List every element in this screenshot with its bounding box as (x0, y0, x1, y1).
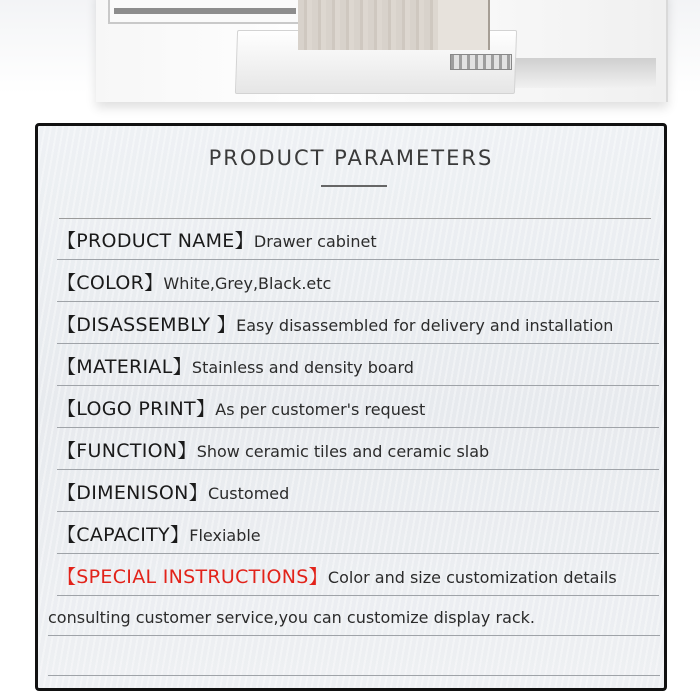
param-key: 【CAPACITY】 (57, 524, 190, 546)
param-value: Customed (207, 484, 290, 503)
param-value: Drawer cabinet (253, 232, 377, 251)
drawer-slide-rail (450, 54, 512, 70)
param-row-logo-print (57, 387, 659, 428)
special-instructions-key: 【SPECIAL INSTRUCTIONS】 (57, 566, 328, 588)
param-value: Flexiable (189, 526, 261, 545)
product-photo (0, 0, 700, 118)
param-value: Show ceramic tiles and ceramic slab (196, 442, 490, 461)
param-row-special-instructions (57, 555, 659, 596)
param-key: 【DIMENISON】 (57, 482, 208, 504)
param-row-product-name (57, 219, 659, 260)
param-key: 【DISASSEMBLY 】 (57, 314, 237, 336)
param-key: 【LOGO PRINT】 (57, 398, 216, 420)
param-value: White,Grey,Black.etc (163, 274, 332, 293)
param-key: 【MATERIAL】 (57, 356, 192, 378)
param-value: Stainless and density board (191, 358, 414, 377)
param-row-dimension (57, 471, 659, 512)
param-value: consulting customer service,you can customize display rack. (48, 608, 536, 627)
param-row-material (57, 345, 659, 386)
param-value: As per customer's request (215, 400, 426, 419)
product-parameters-panel (35, 123, 667, 691)
empty-row (48, 635, 660, 676)
param-value: Easy disassembled for delivery and installation (236, 316, 614, 335)
param-row-disassembly (57, 303, 659, 344)
param-row-color (57, 261, 659, 302)
param-row-function (57, 429, 659, 470)
param-key: 【FUNCTION】 (57, 440, 197, 462)
param-row-capacity (57, 513, 659, 554)
special-instructions-continuation (48, 595, 660, 636)
param-value: Color and size customization details (327, 568, 617, 587)
upper-drawer (108, 0, 302, 24)
panel-title: PRODUCT PARAMETERS (208, 146, 494, 170)
param-key: 【COLOR】 (57, 272, 164, 294)
param-key: 【PRODUCT NAME】 (57, 230, 254, 252)
title-underline (321, 185, 387, 187)
ceramic-slab (298, 0, 440, 50)
ceramic-slab (438, 0, 490, 50)
